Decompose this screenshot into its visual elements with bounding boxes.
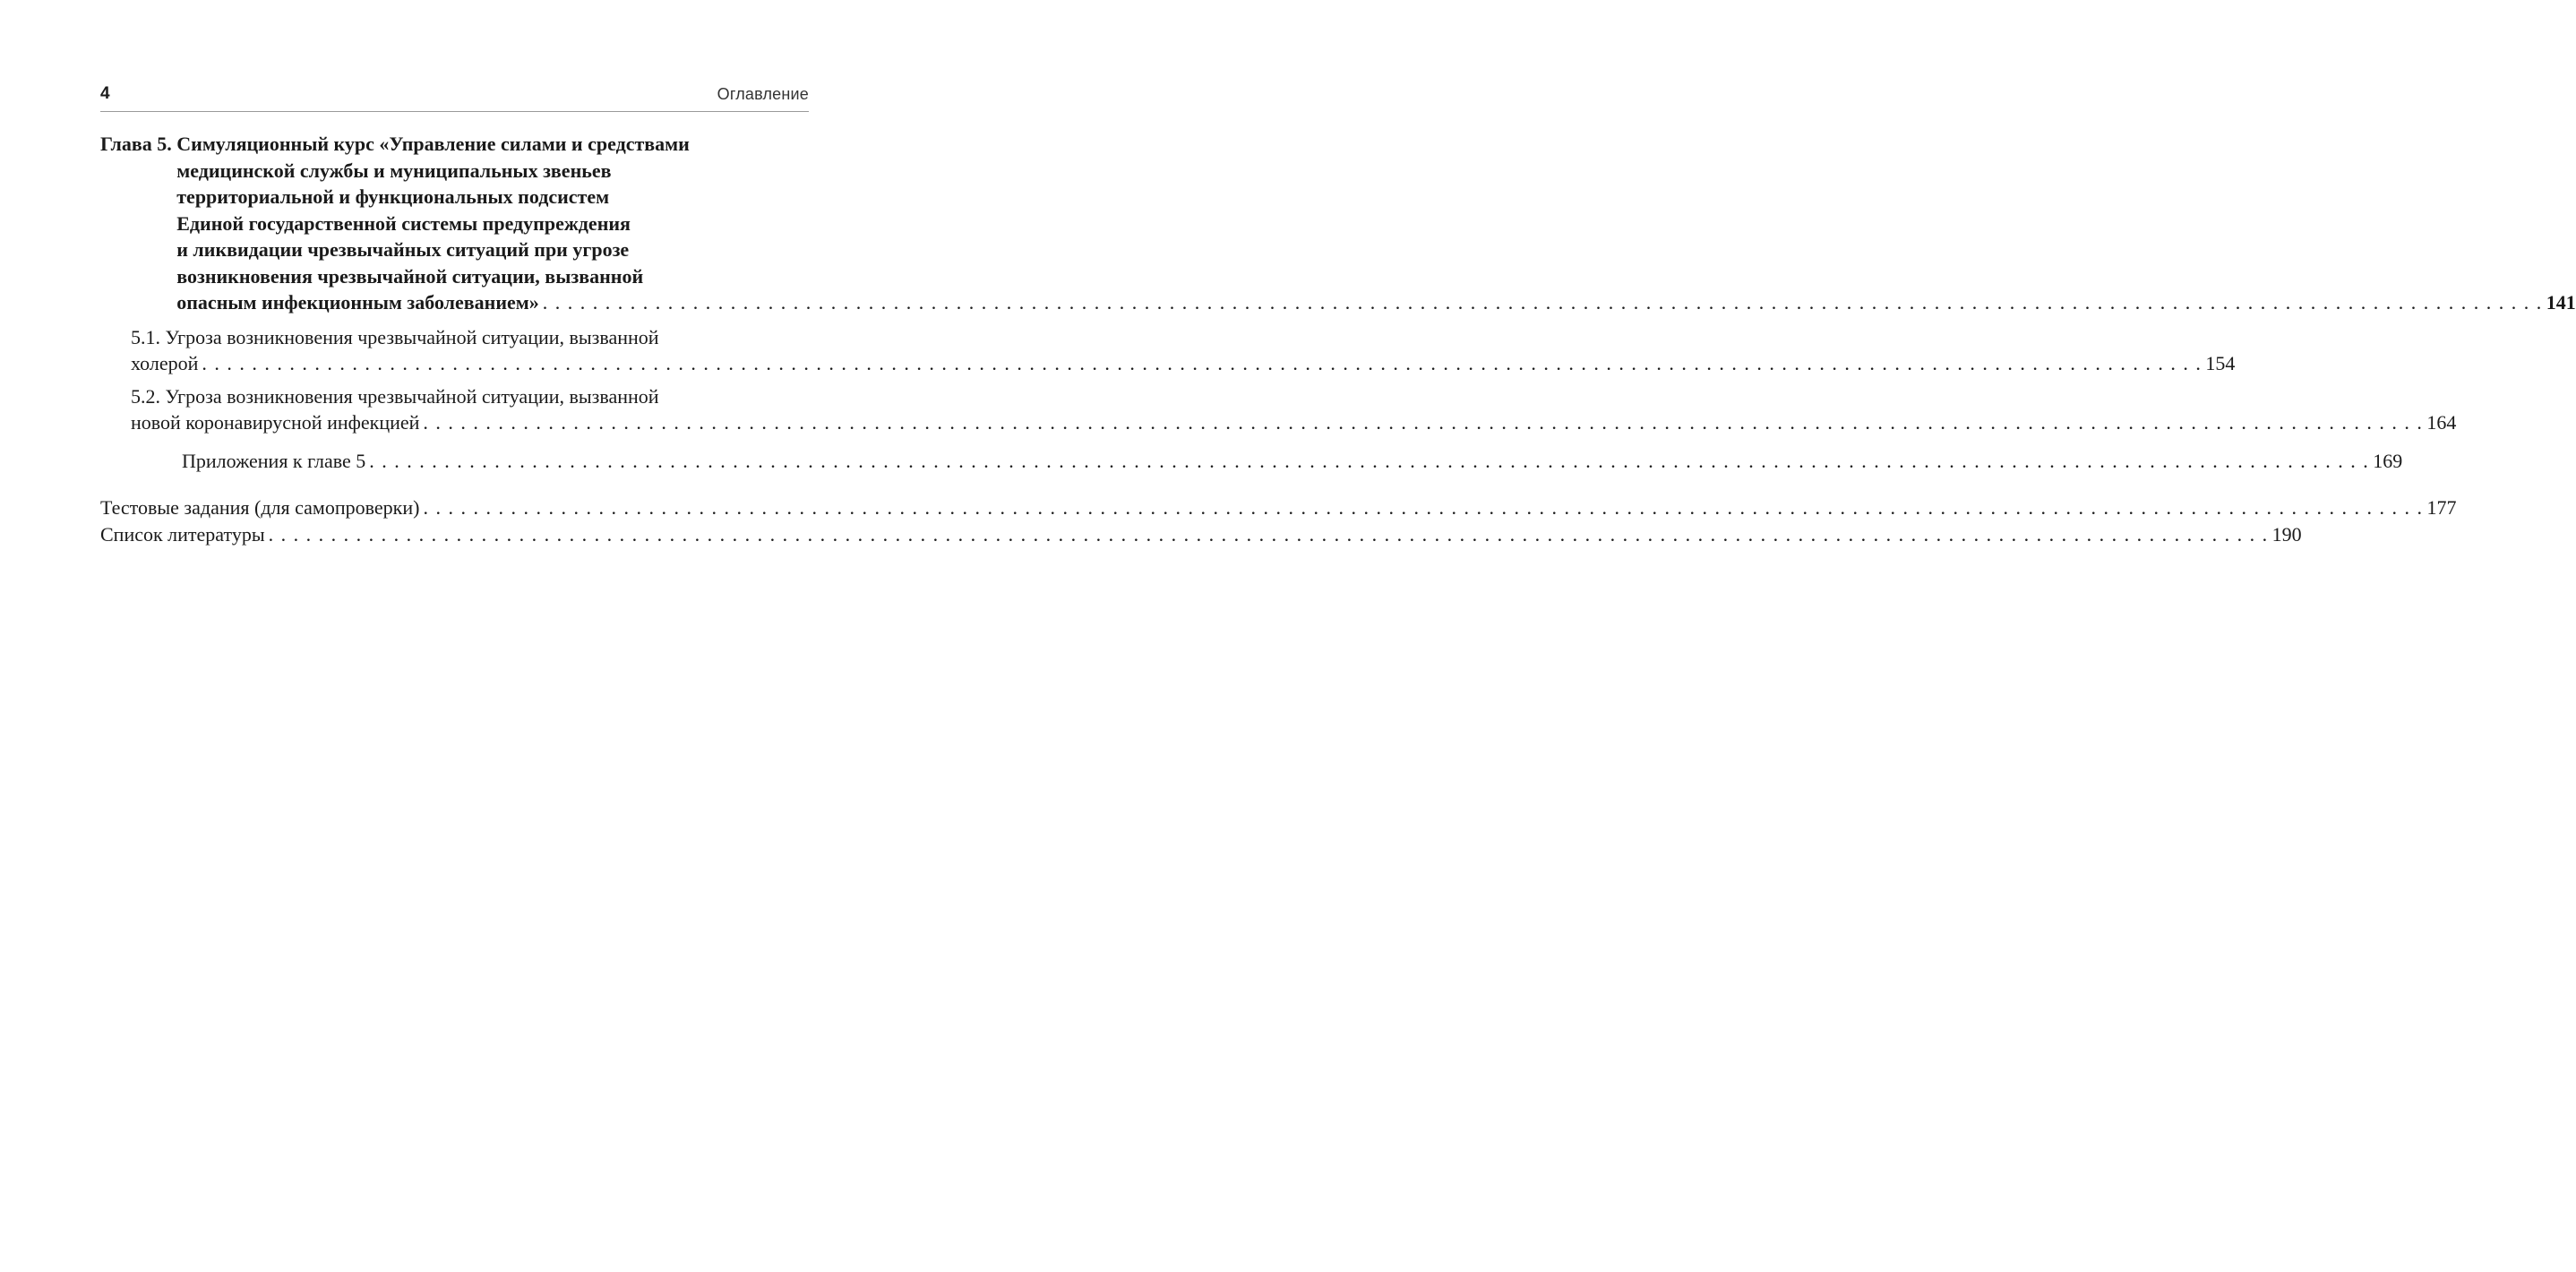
dot-leader bbox=[202, 350, 2202, 377]
section-last-line bbox=[131, 409, 2457, 436]
chapter-title-line: опасным инфекционным заболеванием» bbox=[176, 291, 539, 314]
dot-leader bbox=[423, 494, 2423, 521]
chapter-title-line: медицинской службы и муниципальных звеньев bbox=[176, 159, 612, 182]
chapter-title-last-line bbox=[176, 289, 2576, 316]
page-ref: 154 bbox=[2205, 352, 2236, 374]
section-title-line: 5.1. Угроза возникновения чрезвычайной ситуации, вызванной bbox=[131, 325, 659, 348]
dot-leader bbox=[423, 409, 2423, 436]
page-header bbox=[100, 75, 809, 112]
chapter-title-line: и ликвидации чрезвычайных ситуаций при угрозе bbox=[176, 238, 630, 261]
appendix-title: Приложения к главе 5 bbox=[182, 449, 366, 472]
toc-appendix[interactable] bbox=[100, 448, 2403, 475]
backmatter-title: Тестовые задания (для самопроверки) bbox=[100, 496, 420, 519]
dot-leader bbox=[269, 521, 2269, 548]
section-title-line: 5.2. Угроза возникновения чрезвычайной ситуации, вызванной bbox=[131, 384, 659, 408]
toc-bibliography[interactable] bbox=[100, 521, 2302, 548]
chapter-title bbox=[176, 131, 2576, 316]
chapter-title-line: возникновения чрезвычайной ситуации, вызванной bbox=[176, 264, 644, 288]
toc-section-5-2[interactable] bbox=[100, 383, 2457, 436]
page-number: 4 bbox=[100, 84, 110, 103]
page-ref: 141 bbox=[2546, 291, 2576, 314]
section-title-line: холерой bbox=[131, 352, 199, 374]
chapter-title-line: Симуляционный курс «Управление силами и средствами bbox=[176, 133, 690, 155]
toc-chapter-5[interactable] bbox=[100, 131, 2576, 316]
table-of-contents bbox=[100, 131, 2576, 547]
appendix-line bbox=[182, 448, 2403, 475]
page-ref: 164 bbox=[2426, 411, 2457, 434]
page-ref: 177 bbox=[2426, 496, 2457, 519]
toc-backmatter bbox=[100, 494, 2457, 547]
running-title: Оглавление bbox=[717, 85, 809, 103]
page-ref: 190 bbox=[2271, 522, 2302, 546]
chapter-label: Глава 5. bbox=[100, 133, 177, 155]
section-last-line bbox=[131, 350, 2236, 377]
dot-leader bbox=[369, 448, 2369, 475]
page-ref: 169 bbox=[2373, 449, 2403, 472]
toc-test-tasks[interactable] bbox=[100, 494, 2457, 521]
chapter-title-line: территориальной и функциональных подсистем bbox=[176, 185, 610, 208]
toc-section-5-1[interactable] bbox=[100, 324, 2236, 377]
backmatter-title: Список литературы bbox=[100, 522, 265, 546]
dot-leader bbox=[543, 289, 2543, 316]
section-title-line: новой коронавирусной инфекцией bbox=[131, 411, 420, 434]
chapter-title-line: Единой государственной системы предупреждения bbox=[176, 211, 631, 235]
